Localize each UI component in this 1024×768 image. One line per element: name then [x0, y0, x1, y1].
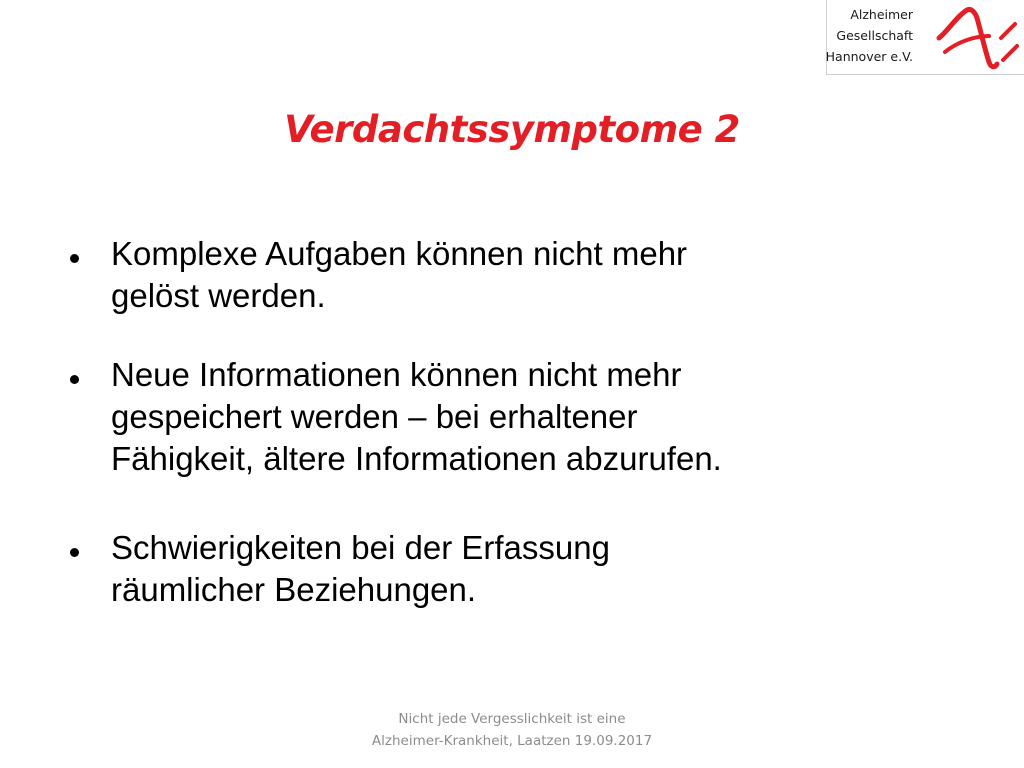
bullet-text [111, 233, 971, 317]
bullet-dot-icon [70, 548, 79, 557]
bullet-line: Fähigkeit, ältere Informationen abzurufen. [111, 440, 722, 477]
bullet-dot-icon [70, 375, 79, 384]
bullet-line: Komplexe Aufgaben können nicht mehr [111, 235, 688, 272]
footer-line-1: Nicht jede Vergesslichkeit ist eine [398, 711, 626, 727]
bullet-line: gespeichert werden – bei erhaltener [111, 398, 638, 435]
bullet-line: gelöst werden. [111, 277, 326, 314]
logo-line-1: Alzheimer [850, 7, 913, 22]
slide-title: Verdachtssymptome 2 [284, 108, 740, 151]
bullet-text [111, 527, 971, 611]
logo-line-3: Hannover e.V. [825, 49, 913, 64]
logo-line-2: Gesellschaft [836, 28, 913, 43]
bullet-dot-icon [70, 254, 79, 263]
bullet-line: räumlicher Beziehungen. [111, 571, 477, 608]
slide-footer [312, 708, 712, 752]
bullet-text [111, 354, 971, 480]
bullet-line: Neue Informationen können nicht mehr [111, 356, 682, 393]
footer-line-2: Alzheimer-Krankheit, Laatzen 19.09.2017 [371, 733, 653, 749]
bullet-line: Schwierigkeiten bei der Erfassung [111, 529, 610, 566]
